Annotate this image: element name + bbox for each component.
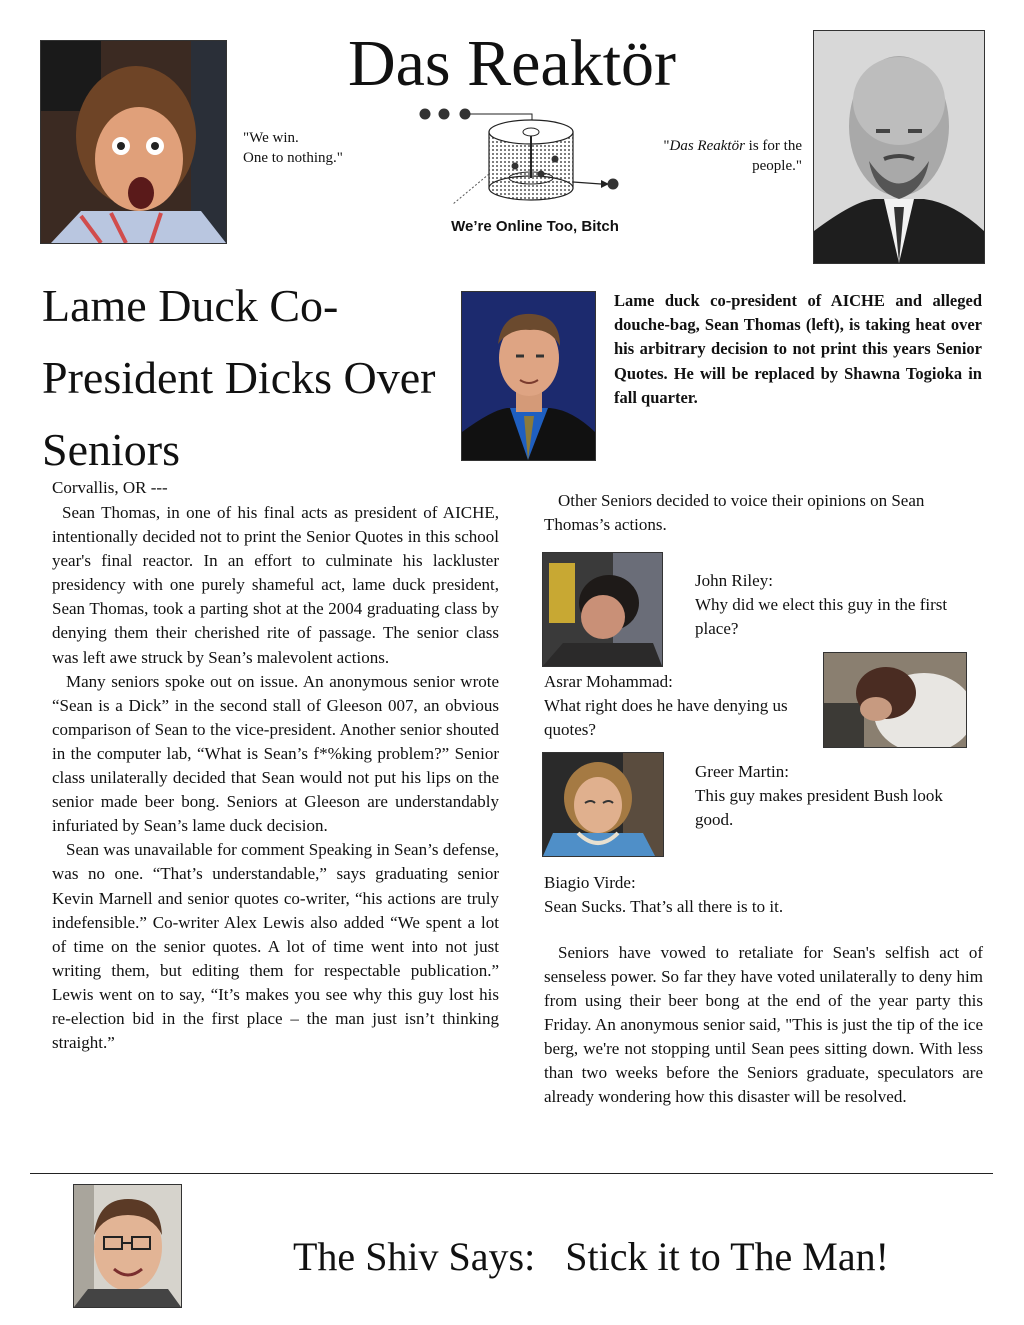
photo-asrar-mohammad	[823, 652, 967, 748]
body-paragraph-3: Sean was unavailable for comment Speaking in Sean’s defense, was no one. “That’s understandable,” says graduating senior Kevin Marnell and senior quotes co-writer, “his actions are truly indefensible.” Co-writer Alex Lewis also added “We spent a lot of time on the senior quotes. A lot of time went into not just writing them, but editing them for respectable publication.” Lewis went on to say, “It’s makes you see why this guy lost his re-election bid in the first place – the man just isn’t thinking straight.”	[52, 840, 499, 1053]
quote-text: This guy makes president Bush look good.	[695, 786, 943, 829]
quote-name: Asrar Mohammad:	[544, 672, 673, 691]
footer-slogan: The Shiv Says: Stick it to The Man!	[293, 1234, 889, 1279]
quote-name: Biagio Virde:	[544, 873, 636, 892]
quote-biagio-virde	[544, 871, 964, 919]
quote-greer-martin	[695, 760, 970, 832]
opinions-intro: Other Seniors decided to voice their opinions on Sean Thomas’s actions.	[544, 491, 925, 534]
photo-bald-man	[813, 30, 985, 264]
photo-sean-thomas	[461, 291, 596, 461]
photo-john-riley	[542, 552, 663, 667]
tagline-right-open: "	[663, 138, 670, 154]
quote-text: What right does he have denying us quotes?	[544, 696, 788, 739]
quote-john-riley	[695, 569, 975, 641]
photo-greer-martin	[542, 752, 664, 857]
tagline-right	[640, 136, 802, 176]
quote-text: Sean Sucks. That’s all there is to it.	[544, 897, 784, 916]
tagline-left-text: "We win. One to nothing."	[243, 130, 343, 166]
reactor-logo	[415, 104, 625, 212]
article-body	[52, 501, 499, 1055]
reactant-molecule-icons	[420, 109, 471, 120]
body-paragraph-2: Many seniors spoke out on issue. An anonymous senior wrote “Sean is a Dick” in the second stall of Gleeson 007, an obvious comparison of Sean to the vice-president. Another senior shouted in the computer lab, “What is Sean’s f*%king problem?” Senior class unilaterally decided that Sean would not put his lips on the senior made beer bong. Seniors at Gleeson are understandably infuriated by Sean’s lame duck decision.	[52, 671, 499, 836]
quote-text: Why did we elect this guy in the first place?	[695, 595, 948, 638]
dateline: Corvallis, OR ---	[52, 478, 168, 497]
photo-caption: Lame duck co-president of AICHE and alleged douche-bag, Sean Thomas (left), is taking heat over his arbitrary decision to not print this years Senior Quotes. He will be replaced by Shawna Togioka in fall quarter.	[614, 291, 982, 407]
article-headline: Lame Duck Co-President Dicks Over Seniors	[42, 280, 436, 475]
closing-paragraph: Seniors have vowed to retaliate for Sean's selfish act of senseless power. So far they have voted unilaterally to deny him from using their beer bong at the end of the year party this Friday. An anonymous senior said, "This is just the tip of the ice berg, we're not stopping until Sean pees sitting down. With less than two weeks before the Seniors graduate, speculators are already wondering how this disaster will be resolved.	[544, 943, 983, 1106]
body-paragraph-1: Sean Thomas, in one of his final acts as president of AICHE, intentionally decided not to print the Senior Quotes in this school year's final reactor. In an effort to culminate his lackluster presidency with one purely shameful act, lame duck president, Sean Thomas, took a parting shot at the 2004 graduating class by denying them their cherished rite of passage. The senior class was left awe struck by Sean’s malevolent actions.	[52, 503, 499, 667]
online-link: We’re Online Too, Bitch	[451, 218, 619, 235]
quote-asrar-mohammad	[544, 670, 816, 742]
masthead-title: Das Reaktör	[347, 27, 677, 100]
tagline-right-italic: Das Reaktör	[669, 138, 745, 154]
tagline-left	[243, 128, 443, 168]
quote-name: John Riley:	[695, 571, 773, 590]
photo-the-shiv	[73, 1184, 182, 1308]
tagline-right-rest: is for the people."	[744, 138, 802, 174]
quote-name: Greer Martin:	[695, 762, 789, 781]
footer-divider	[30, 1173, 993, 1174]
